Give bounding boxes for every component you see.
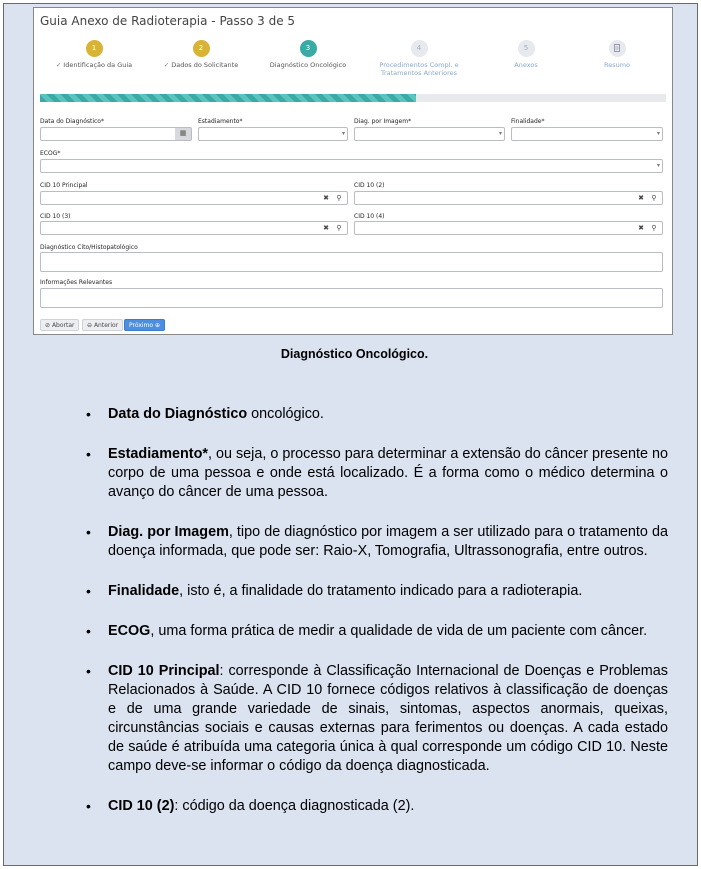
step-3[interactable] (253, 40, 363, 69)
step-number: 4 (411, 40, 428, 57)
field-label: Diagnóstico Cito/Histopatológico (40, 244, 138, 251)
chevron-down-icon: ▾ (498, 131, 502, 137)
abort-button[interactable]: ⊘ Abortar (40, 319, 79, 331)
search-icon[interactable]: ⚲ (336, 195, 342, 202)
list-item: • Finalidade, isto é, a finalidade do tratamento indicado para a radioterapia. (86, 583, 583, 599)
ecog-select[interactable] (40, 159, 663, 173)
cyto-histo-textarea[interactable] (40, 252, 663, 272)
list-item: • Diag. por Imagem, tipo de diagnóstico por imagem a ser utilizado para o tratamento da doença informada, que pode ser: Raio-X, Tomografia, Ultrassonografia, entre outros. (86, 524, 668, 559)
field-label: CID 10 Principal (40, 182, 88, 189)
search-icon[interactable]: ⚲ (651, 195, 657, 202)
clear-icon[interactable]: ✖ (638, 195, 644, 202)
field-label: Informações Relevantes (40, 279, 113, 286)
purpose-select[interactable] (511, 127, 663, 141)
document-frame (3, 3, 698, 866)
figure-caption: Diagnóstico Oncológico. (280, 347, 429, 361)
check-icon: ✓ (163, 61, 170, 69)
wizard-title: Guia Anexo de Radioterapia - Passo 3 de 5 (40, 14, 296, 28)
clear-icon[interactable]: ✖ (638, 225, 644, 232)
arrow-right-icon: ⊕ (153, 322, 161, 329)
step-summary[interactable] (562, 40, 672, 69)
step-number: 1 (86, 40, 103, 57)
cid-2-input[interactable] (354, 191, 663, 205)
list-item: • Estadiamento*, ou seja, o processo para determinar a extensão do câncer presente no corpo de uma pessoa e onde está localizado. É a forma como o médico determina o avanço do câncer de uma pessoa. (86, 446, 668, 500)
field-label: Diag. por Imagem* (354, 118, 412, 125)
form-screenshot (33, 7, 673, 335)
document-icon (609, 40, 626, 57)
field-label: ECOG* (40, 150, 61, 157)
field-label: Estadiamento* (198, 118, 243, 125)
field-label: CID 10 (4) (354, 213, 385, 220)
step-label: Dados do Solicitante (171, 61, 239, 69)
search-icon[interactable]: ⚲ (336, 225, 342, 232)
step-number: 2 (193, 40, 210, 57)
search-icon[interactable]: ⚲ (651, 225, 657, 232)
chevron-down-icon: ▾ (656, 131, 660, 137)
step-1[interactable] (39, 40, 149, 69)
relevant-info-textarea[interactable] (40, 288, 663, 308)
previous-button[interactable]: ⊖ Anterior (82, 319, 123, 331)
clear-icon[interactable]: ✖ (323, 195, 329, 202)
progress-bar (40, 94, 666, 102)
field-label: Finalidade* (511, 118, 545, 125)
cid-3-input[interactable] (40, 221, 348, 235)
step-number: 3 (300, 40, 317, 57)
step-label: Procedimentos Compl. e Tratamentos Anteriores (379, 61, 459, 77)
step-label: Resumo (603, 61, 631, 69)
imaging-select[interactable] (354, 127, 505, 141)
list-item: • Data do Diagnóstico oncológico. (86, 406, 324, 422)
cid-principal-input[interactable] (40, 191, 348, 205)
arrow-left-icon: ⊖ (87, 322, 94, 329)
field-label: CID 10 (3) (40, 213, 71, 220)
staging-select[interactable] (198, 127, 348, 141)
list-item: • CID 10 (2): código da doença diagnosticada (2). (86, 798, 415, 814)
chevron-down-icon: ▾ (341, 131, 345, 137)
step-number: 5 (518, 40, 535, 57)
step-2[interactable] (146, 40, 256, 69)
field-label: Data do Diagnóstico* (40, 118, 104, 125)
field-label: CID 10 (2) (354, 182, 385, 189)
list-item: • ECOG, uma forma prática de medir a qualidade de vida de um paciente com câncer. (86, 623, 648, 639)
step-label: Identificação da Guia (63, 61, 133, 69)
next-button[interactable]: Próximo ⊕ (124, 319, 165, 331)
cid-4-input[interactable] (354, 221, 663, 235)
bullet-list (86, 405, 668, 816)
step-4[interactable] (364, 40, 474, 77)
step-label: Diagnóstico Oncológico (269, 61, 347, 69)
progress-fill (40, 94, 416, 102)
list-item: • CID 10 Principal: corresponde à Classificação Internacional de Doenças e Problemas Relacionados à Saúde. A CID 10 fornece códigos relativos à classificação de doenças e de uma grande variedade de sinais, sintomas, aspectos anormais, queixas, circunstâncias sociais e causas externas para ferimentos ou doenças. A cada estado de saúde é atribuída uma categoria única à qual corresponde um código CID 10. Neste campo deve-se informar o código da doença diagnosticada. (86, 663, 668, 774)
calendar-icon[interactable]: ▦ (175, 128, 191, 140)
clear-icon[interactable]: ✖ (323, 225, 329, 232)
chevron-down-icon: ▾ (656, 163, 660, 169)
date-input[interactable] (40, 127, 192, 141)
check-icon: ✓ (55, 61, 62, 69)
block-icon: ⊘ (45, 322, 52, 329)
step-label: Anexos (514, 61, 538, 69)
